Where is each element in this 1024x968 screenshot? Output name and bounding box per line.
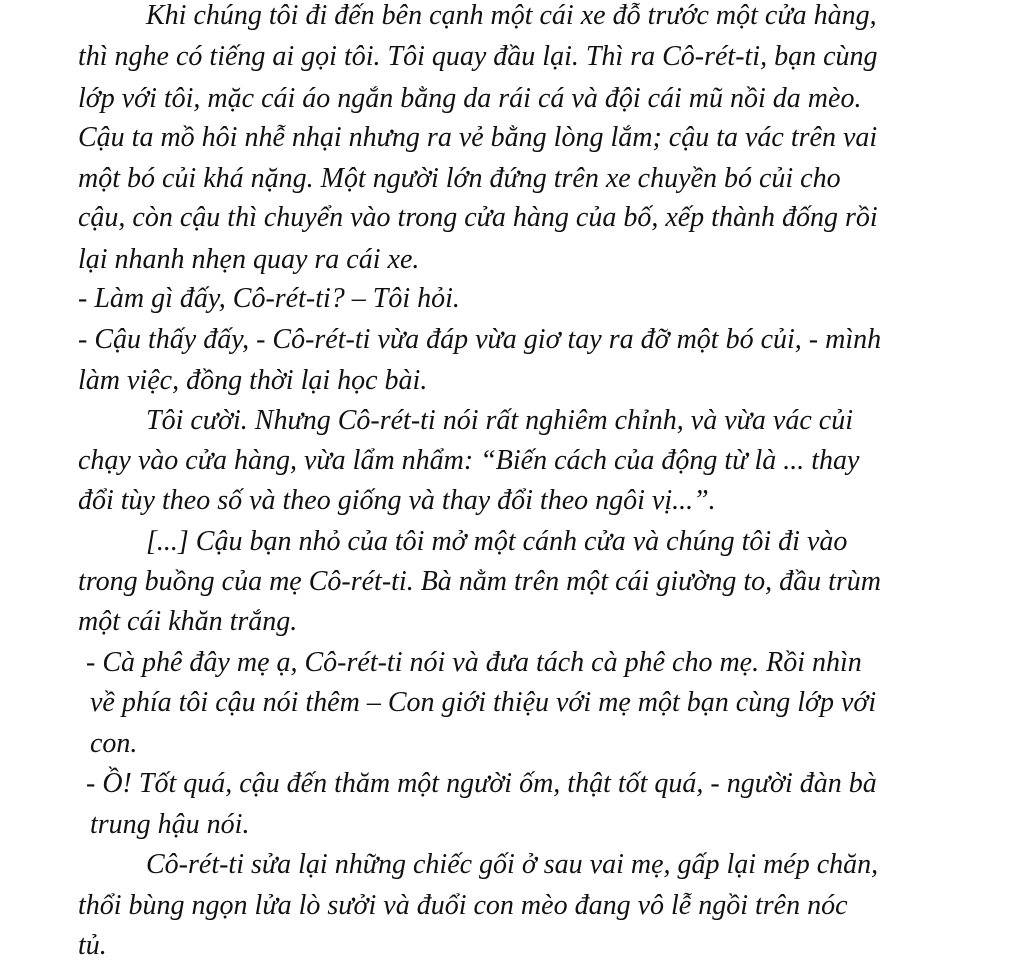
text-line: Tôi cười. Nhưng Cô-rét-ti nói rất nghiêm chỉnh, và vừa vác củi [146, 405, 853, 436]
text-line: tủ. [78, 930, 107, 961]
text-line: một cái khăn trắng. [78, 606, 298, 637]
text-line: - Ồ! Tốt quá, cậu đến thăm một người ốm, thật tốt quá, - người đàn bà [86, 768, 877, 799]
text-line: - Làm gì đấy, Cô-rét-ti? – Tôi hỏi. [78, 283, 460, 314]
text-line: con. [90, 728, 138, 759]
text-line: lại nhanh nhẹn quay ra cái xe. [78, 244, 420, 275]
text-line: chạy vào cửa hàng, vừa lẩm nhẩm: “Biến cách của động từ là ... thay [78, 445, 860, 476]
text-line: cậu, còn cậu thì chuyển vào trong cửa hàng của bố, xếp thành đống rồi [78, 202, 878, 233]
text-line: trong buồng của mẹ Cô-rét-ti. Bà nằm trên một cái giường to, đầu trùm [78, 566, 882, 597]
text-line: [...] Cậu bạn nhỏ của tôi mở một cánh cửa và chúng tôi đi vào [146, 526, 848, 557]
text-line: Cô-rét-ti sửa lại những chiếc gối ở sau vai mẹ, gấp lại mép chăn, [146, 849, 879, 880]
text-line: lớp với tôi, mặc cái áo ngắn bằng da rái cá và đội cái mũ nồi da mèo. [78, 83, 862, 114]
text-line: về phía tôi cậu nói thêm – Con giới thiệu với mẹ một bạn cùng lớp với [90, 687, 877, 718]
text-line: thổi bùng ngọn lửa lò sưởi và đuổi con mèo đang vô lễ ngồi trên nóc [78, 890, 848, 921]
text-line: trung hậu nói. [90, 809, 250, 840]
text-line: đổi tùy theo số và theo giống và thay đổi theo ngôi vị...”. [78, 485, 716, 516]
text-line: một bó củi khá nặng. Một người lớn đứng trên xe chuyền bó củi cho [78, 163, 841, 194]
text-line: Khi chúng tôi đi đến bên cạnh một cái xe đỗ trước một cửa hàng, [146, 0, 877, 31]
text-line: thì nghe có tiếng ai gọi tôi. Tôi quay đầu lại. Thì ra Cô-rét-ti, bạn cùng [78, 41, 878, 72]
text-line: làm việc, đồng thời lại học bài. [78, 365, 428, 396]
text-line: - Cậu thấy đấy, - Cô-rét-ti vừa đáp vừa giơ tay ra đỡ một bó củi, - mình [78, 324, 882, 355]
text-line: Cậu ta mồ hôi nhễ nhại nhưng ra vẻ bằng lòng lắm; cậu ta vác trên vai [78, 122, 878, 153]
text-line: - Cà phê đây mẹ ạ, Cô-rét-ti nói và đưa tách cà phê cho mẹ. Rồi nhìn [86, 647, 862, 678]
